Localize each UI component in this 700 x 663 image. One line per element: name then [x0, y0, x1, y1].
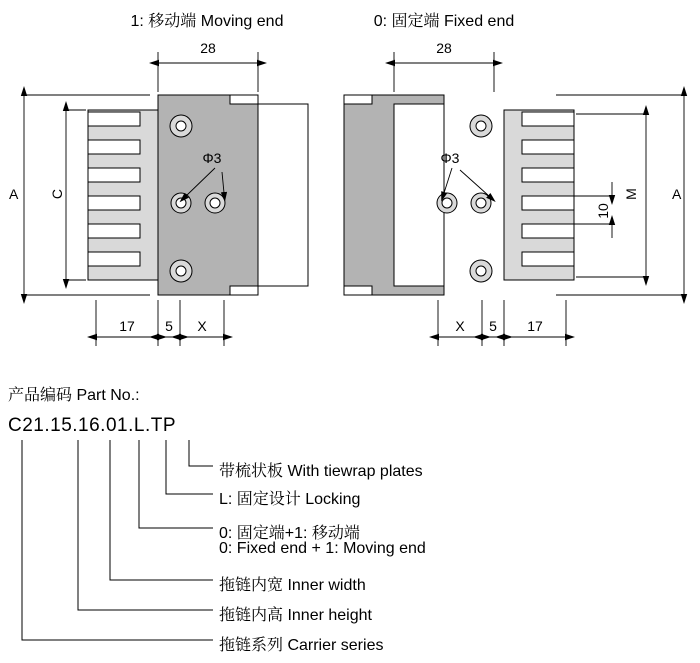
header-moving-end: 1: 移动端 Moving end	[130, 13, 284, 30]
partno-code: C21.15.16.01.L.TP	[8, 415, 176, 436]
legend-inner-height: 拖链内高 Inner height	[219, 607, 372, 624]
left-bracket-body	[158, 95, 308, 295]
right-bracket-body	[344, 95, 492, 295]
dim-bottom-right-5: 5	[489, 318, 497, 334]
dim-right-M: M	[622, 188, 639, 200]
dim-top-right-28: 28	[436, 40, 452, 56]
legend-tiewrap-plates: 带梳状板 With tiewrap plates	[219, 463, 423, 480]
dim-bottom-right-X: X	[455, 318, 465, 334]
legend-end-code-en: 0: Fixed end + 1: Moving end	[219, 540, 426, 557]
dim-bottom-left-X: X	[197, 318, 207, 334]
dim-right-10: 10	[594, 203, 611, 219]
dim-hole-left-phi3: Φ3	[202, 150, 222, 166]
header-fixed-end: 0: 固定端 Fixed end	[373, 13, 515, 30]
dim-top-left-28: 28	[200, 40, 216, 56]
dim-bottom-left-5: 5	[165, 318, 173, 334]
dim-right-A: A	[672, 186, 682, 202]
left-comb-plate	[88, 110, 158, 280]
dim-hole-right-phi3: Φ3	[440, 150, 460, 166]
partno-heading: 产品编码 Part No.:	[8, 387, 140, 404]
legend-inner-width: 拖链内宽 Inner width	[219, 577, 366, 594]
dim-bottom-right-17: 17	[527, 318, 543, 334]
legend-carrier-series: 拖链系列 Carrier series	[219, 637, 384, 654]
right-comb-plate	[504, 110, 574, 280]
dim-bottom-left-17: 17	[119, 318, 135, 334]
legend-locking: L: 固定设计 Locking	[219, 491, 361, 508]
dim-left-A: A	[9, 186, 19, 202]
legend-end-code-cn: 0: 固定端+1: 移动端	[219, 525, 360, 542]
dim-left-C: C	[49, 188, 66, 200]
